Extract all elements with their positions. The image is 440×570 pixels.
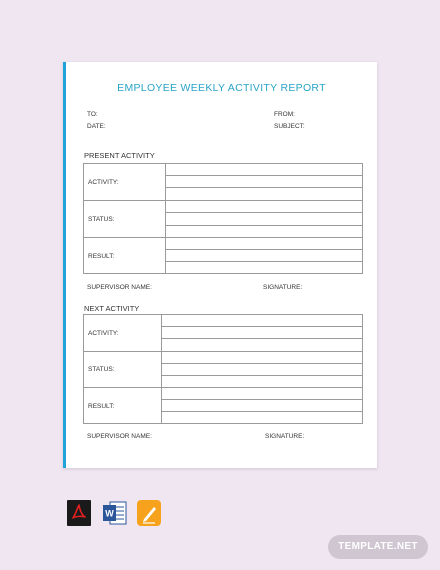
present-activity-row [84, 164, 166, 201]
next-result-row [84, 388, 162, 424]
entry-line [166, 225, 362, 226]
next-signature-label: SIGNATURE: [265, 433, 305, 440]
entry-line [166, 249, 362, 250]
entry-line [166, 261, 362, 262]
next-status-label: STATUS: [88, 366, 115, 373]
present-status-row [84, 201, 166, 238]
present-status-label: STATUS: [88, 216, 115, 223]
entry-line [166, 212, 362, 213]
present-activity-table [83, 163, 363, 274]
entry-line [162, 387, 362, 388]
next-supervisor-name-label: SUPERVISOR NAME: [87, 433, 152, 440]
pdf-icon[interactable] [67, 500, 91, 526]
next-activity-title: NEXT ACTIVITY [84, 304, 140, 313]
present-result-row [84, 238, 166, 274]
present-result-label: RESULT: [88, 253, 115, 260]
entry-line [166, 187, 362, 188]
present-activity-label: ACTIVITY: [88, 179, 119, 186]
next-status-row [84, 352, 162, 388]
entry-line [166, 237, 362, 238]
date-label: DATE: [87, 123, 106, 130]
next-activity-row [84, 315, 162, 352]
entry-line [162, 363, 362, 364]
subject-label: SUBJECT: [274, 123, 305, 130]
next-activity-label: ACTIVITY: [88, 330, 119, 337]
pages-icon[interactable] [137, 500, 161, 526]
present-signature-label: SIGNATURE: [263, 284, 303, 291]
accent-bar [63, 62, 66, 468]
entry-line [166, 175, 362, 176]
entry-line [166, 200, 362, 201]
next-result-label: RESULT: [88, 403, 115, 410]
from-label: FROM: [274, 111, 295, 118]
entry-line [162, 375, 362, 376]
template-net-badge[interactable]: TEMPLATE.NET [328, 535, 428, 559]
entry-line [162, 411, 362, 412]
entry-line [162, 326, 362, 327]
word-icon[interactable] [102, 500, 128, 526]
document-title: EMPLOYEE WEEKLY ACTIVITY REPORT [117, 82, 326, 94]
next-activity-table [83, 314, 363, 424]
entry-line [162, 399, 362, 400]
present-activity-title: PRESENT ACTIVITY [84, 151, 155, 160]
to-label: TO: [87, 111, 98, 118]
present-supervisor-name-label: SUPERVISOR NAME: [87, 284, 152, 291]
word-glyph: W [105, 508, 114, 519]
entry-line [162, 351, 362, 352]
entry-line [162, 338, 362, 339]
